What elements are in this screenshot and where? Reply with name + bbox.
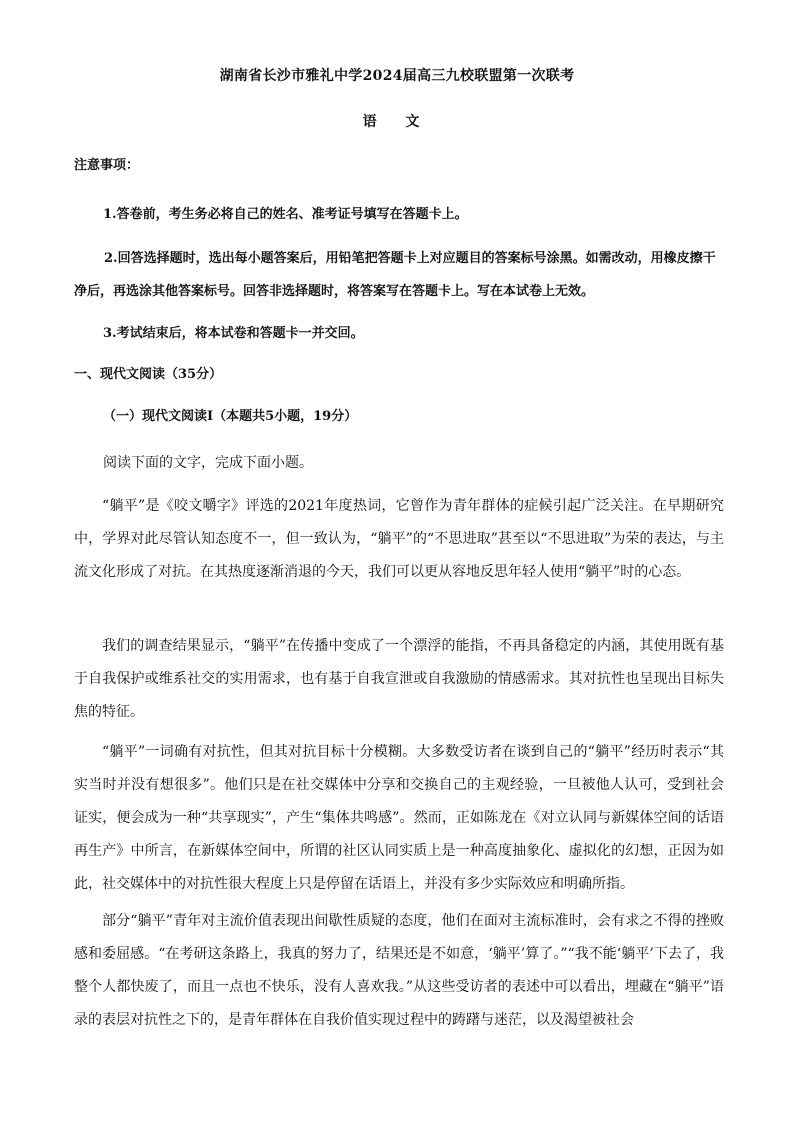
passage-paragraph-2: 我们的调查结果显示，“躺平”在传播中变成了一个漂浮的能指，不再具备稳定的内涵，其使用既有基于自我保护或维系社交的实用需求，也有基于自我宣泄或自我激励的情感需求。其对抗性也呈现出目标失焦的特征。: [74, 638, 724, 720]
passage-paragraph-4: 部分“躺平”青年对主流价值表现出间歇性质疑的态度，他们在面对主流标准时，会有求之不得的挫败感和委屈感。“在考研这条路上，我真的努力了，结果还是不如意，‘躺平’算了。”“我不能‘躺平’下去了，我整个人都快废了，而且一点也不快乐，没有人喜欢我。”从这些受访者的表述中可以看出，埋藏在“躺平”语录的表层对抗性之下的，是青年群体在自我价值实现过程中的踌躇与迷茫，以及渴望被社会: [74, 913, 724, 1028]
notice-item-2: 2.回答选择题时，选出每小题答案后，用铅笔把答题卡上对应题目的答案标号涂黑。如需改动，用橡皮擦干净后，再选涂其他答案标号。回答非选择题时，将答案写在答题卡上。写在本试卷上无效。: [74, 251, 716, 299]
notice-item-1: 1.答卷前，考生务必将自己的姓名、准考证号填写在答题卡上。: [103, 207, 468, 222]
notice-item-3: 3.考试结束后，将本试卷和答题卡一并交回。: [103, 326, 364, 341]
document-title: 湖南省长沙市雅礼中学2024届高三九校联盟第一次联考: [219, 68, 575, 84]
section-heading: 一、现代文阅读（35分）: [74, 367, 223, 382]
notice-heading: 注意事项：: [74, 158, 140, 173]
passage-paragraph-3: “躺平”一词确有对抗性，但其对抗目标十分模糊。大多数受访者在谈到自己的“躺平”经历时表示“其实当时并没有想很多”。他们只是在社交媒体中分享和交换自己的主观经验，一旦被他人认可，受到社会证实，便会成为一种“共享现实”，产生“集体共鸣感”。然而，正如陈龙在《对立认同与新媒体空间的话语再生产》中所言，在新媒体空间中，所谓的社区认同实质上是一种高度抽象化、虚拟化的幻想，正因为如此，社交媒体中的对抗性很大程度上只是停留在话语上，并没有多少实际效应和明确所指。: [74, 744, 724, 892]
subject-title: 语 文: [362, 114, 432, 130]
passage-paragraph-1: “躺平”是《咬文嚼字》评选的2021年度热词，它曾作为青年群体的症候引起广泛关注。在早期研究中，学界对此尽管认知态度不一，但一致认为，“躺平”的“不思进取”甚至以“不思进取”为荣的表达，与主流文化形成了对抗。在其热度逐渐消退的今天，我们可以更从容地反思年轻人使用“躺平”时的心态。: [74, 498, 724, 580]
reading-instruction: 阅读下面的文字，完成下面小题。: [103, 455, 313, 471]
subsection-heading: （一）现代文阅读Ⅰ（本题共5小题，19分）: [103, 409, 358, 424]
